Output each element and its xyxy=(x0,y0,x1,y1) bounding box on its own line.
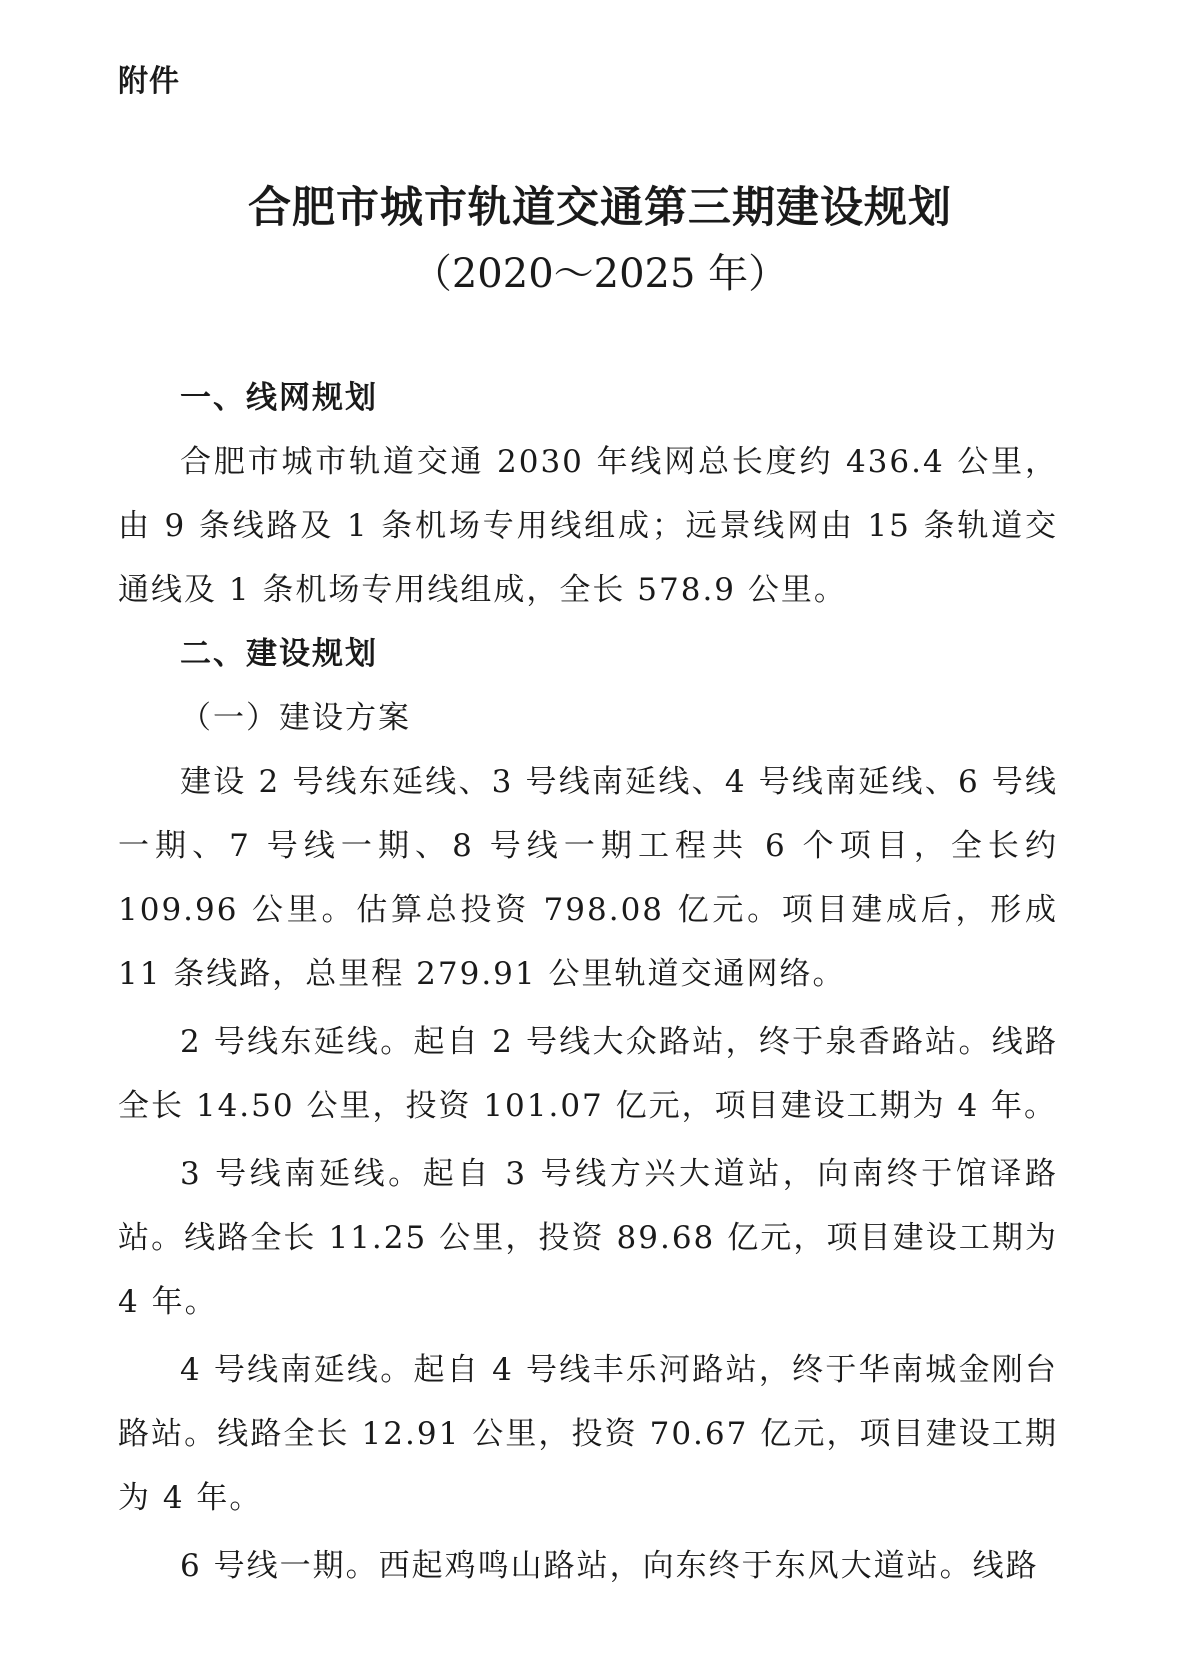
paragraph-network-plan: 合肥市城市轨道交通 2030 年线网总长度约 436.4 公里，由 9 条线路及 1 条机场专用线组成；远景线网由 15 条轨道交通线及 1 条机场专用线组成，全长 578.9 公里。 xyxy=(118,444,1058,608)
paragraph-line-2: 2 号线东延线。起自 2 号线大众路站，终于泉香路站。线路全长 14.50 公里，投资 101.07 亿元，项目建设工期为 4 年。 xyxy=(118,1024,1058,1124)
paragraph-overview: 建设 2 号线东延线、3 号线南延线、4 号线南延线、6 号线一期、7 号线一期、8 号线一期工程共 6 个项目，全长约 109.96 公里。估算总投资 798.08 亿元。项目建成后，形成 11 条线路，总里程 279.91 公里轨道交通网络。 xyxy=(118,764,1058,992)
section-heading-construction-plan: 二、建设规划 xyxy=(180,636,378,672)
document-title: 合肥市城市轨道交通第三期建设规划 xyxy=(248,183,952,233)
paragraph-line-3: 3 号线南延线。起自 3 号线方兴大道站，向南终于馆译路站。线路全长 11.25 公里，投资 89.68 亿元，项目建设工期为 4 年。 xyxy=(118,1156,1058,1320)
document-subtitle: （2020～2025 年） xyxy=(411,251,789,297)
paragraph-line-6: 6 号线一期。西起鸡鸣山路站，向东终于东风大道站。线路 xyxy=(180,1548,1039,1584)
subsection-heading-construction-scheme: （一）建设方案 xyxy=(180,700,411,736)
attachment-label: 附件 xyxy=(118,64,180,99)
paragraph-line-4: 4 号线南延线。起自 4 号线丰乐河路站，终于华南城金刚台路站。线路全长 12.91 公里，投资 70.67 亿元，项目建设工期为 4 年。 xyxy=(118,1352,1058,1516)
document-body xyxy=(118,366,1058,1598)
section-heading-network-plan: 一、线网规划 xyxy=(180,380,378,416)
